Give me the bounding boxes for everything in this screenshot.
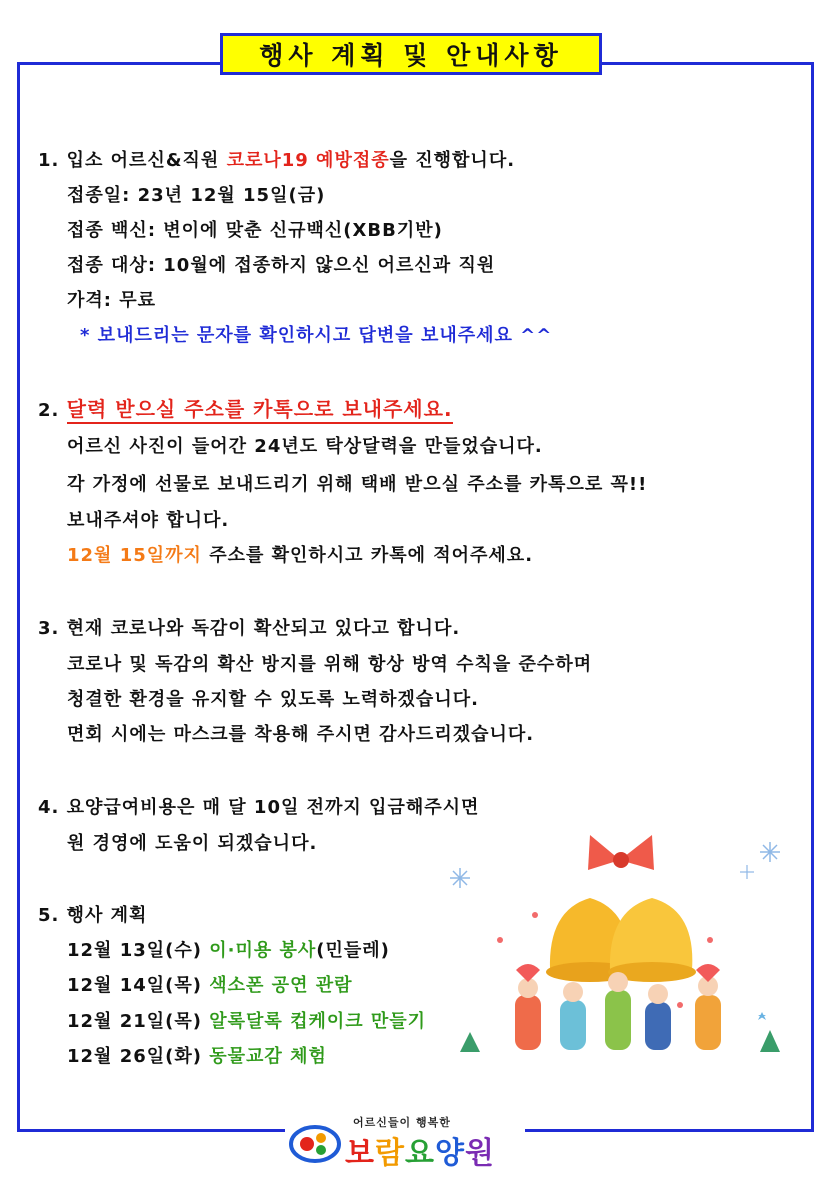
section2-heading bbox=[38, 393, 453, 422]
section1-line: 접종 백신: 변이에 맞춘 신규백신(XBB기반) bbox=[67, 220, 443, 241]
event-name: 알록달록 컵케이크 만들기 bbox=[209, 1011, 427, 1032]
section2-deadline-line bbox=[67, 541, 533, 567]
section1-line: 가격: 무료 bbox=[67, 290, 157, 311]
section1-heading bbox=[38, 146, 515, 172]
tree-icon bbox=[460, 1032, 480, 1052]
snowflake-icon bbox=[450, 868, 470, 888]
section1-highlight: 코로나19 예방접종 bbox=[226, 150, 390, 171]
logo-char: 양 bbox=[434, 1136, 465, 1171]
section2-line: 각 가정에 선물로 보내드리기 위해 택배 받으실 주소를 카톡으로 꼭!! bbox=[67, 474, 648, 495]
section1-line: 접종일: 23년 12월 15일(금) bbox=[67, 185, 326, 206]
page-title: 행사 계획 및 안내사항 bbox=[220, 33, 602, 75]
logo-char: 원 bbox=[464, 1136, 495, 1171]
section4-line: 원 경영에 도움이 되겠습니다. bbox=[67, 833, 318, 854]
event-extra: (민들레) bbox=[316, 940, 390, 961]
logo-tagline: 어르신들이 행복한 bbox=[353, 1116, 451, 1129]
event-name: 동물교감 체험 bbox=[209, 1046, 327, 1067]
organization-logo bbox=[285, 1112, 525, 1172]
event-row bbox=[67, 936, 390, 962]
star-icon bbox=[758, 1012, 766, 1020]
bow-knot bbox=[613, 852, 629, 868]
event-row bbox=[67, 1007, 426, 1033]
section1-note: * 보내드리는 문자를 확인하시고 답변을 보내주세요 ^^ bbox=[80, 325, 553, 346]
event-date: 12월 21일(목) bbox=[67, 1011, 210, 1032]
section5-heading: 5. 행사 계획 bbox=[38, 905, 148, 926]
section3-line: 코로나 및 독감의 확산 방지를 위해 항상 방역 수칙을 준수하며 bbox=[67, 654, 593, 675]
section2-headline: 달력 받으실 주소를 카톡으로 보내주세요. bbox=[67, 397, 453, 424]
section1-line: 접종 대상: 10월에 접종하지 않으신 어르신과 직원 bbox=[67, 255, 496, 276]
christmas-bells-illustration bbox=[440, 820, 800, 1070]
event-date: 12월 14일(목) bbox=[67, 975, 210, 996]
bell-right bbox=[610, 898, 692, 970]
snowflake-icon bbox=[740, 865, 754, 879]
logo-name bbox=[345, 1128, 495, 1172]
section4-line: 4. 요양급여비용은 매 달 10일 전까지 입금해주시면 bbox=[38, 797, 480, 818]
section1-prefix: 1. 입소 어르신&직원 bbox=[38, 150, 227, 171]
section3-line: 면회 시에는 마스크를 착용해 주시면 감사드리겠습니다. bbox=[67, 724, 535, 745]
section2-line: 어르신 사진이 들어간 24년도 탁상달력을 만들었습니다. bbox=[67, 436, 543, 457]
event-name: 이·미용 봉사 bbox=[209, 940, 317, 961]
event-date: 12월 26일(화) bbox=[67, 1046, 210, 1067]
section3-line: 3. 현재 코로나와 독감이 확산되고 있다고 합니다. bbox=[38, 618, 461, 639]
event-row bbox=[67, 971, 353, 997]
event-row bbox=[67, 1042, 327, 1068]
section2-line: 보내주셔야 합니다. bbox=[67, 510, 230, 531]
snowflake-icon bbox=[760, 842, 780, 862]
section2-deadline: 12월 15일까지 bbox=[67, 545, 202, 566]
section2-deadline-suffix: 주소를 확인하시고 카톡에 적어주세요. bbox=[201, 545, 534, 566]
event-date: 12월 13일(수) bbox=[67, 940, 210, 961]
logo-char: 람 bbox=[374, 1136, 405, 1171]
logo-emblem-icon bbox=[289, 1124, 341, 1164]
event-name: 색소폰 공연 관람 bbox=[209, 975, 353, 996]
logo-char: 요 bbox=[404, 1136, 435, 1171]
section3-line: 청결한 환경을 유지할 수 있도록 노력하겠습니다. bbox=[67, 689, 479, 710]
logo-char: 보 bbox=[345, 1136, 375, 1171]
section2-number: 2. bbox=[38, 400, 60, 421]
section1-suffix: 을 진행합니다. bbox=[389, 150, 516, 171]
tree-icon bbox=[760, 1030, 780, 1052]
